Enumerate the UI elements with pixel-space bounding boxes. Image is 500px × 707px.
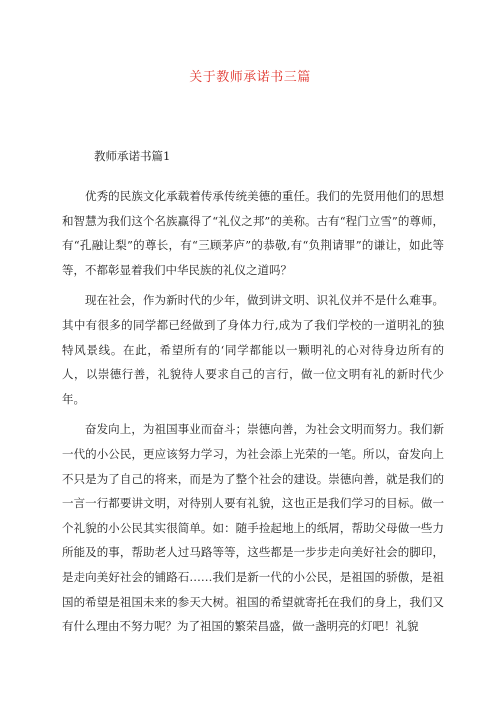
document-body: [62, 184, 444, 645]
paragraph: 奋发向上，为祖国事业而奋斗；崇德向善，为社会文明而努力。我们新一代的小公民，更应该努力学习，为社会添上光荣的一笔。所以，奋发向上不只是为了自己的将来，而是为了整个社会的建设。崇德向善，就是我们的一言一行都要讲文明，对待别人要有礼貌，这也正是我们学习的目标。做一个礼貌的小公民其实很简单。如：随手捡起地上的纸屑，帮助父母做一些力所能及的事，帮助老人过马路等等，这些都是一步步走向美好社会的脚印，是走向美好社会的铺路石……我们是新一代的小公民，是祖国的骄傲，是祖国的希望是祖国未来的参天大树。祖国的希望就寄托在我们的身上，我们又有什么理由不努力呢？为了祖国的繁荣昌盛，做一盏明亮的灯吧！礼貌: [62, 422, 444, 634]
document-title: 关于教师承诺书三篇: [189, 70, 311, 85]
paragraph: 优秀的民族文化承载着传承传统美德的重任。我们的先贤用他们的思想和智慧为我们这个名族赢得了“礼仪之邦”的美称。古有“程门立雪”的尊师，有“孔融让梨”的尊长，有“三顾茅庐”的恭敬,有“负荆请罪”的谦让，如此等等，不都彰显着我们中华民族的礼仪之道吗？: [62, 189, 444, 277]
section-heading: 教师承诺书篇1: [94, 149, 171, 163]
paragraph: 现在社会，作为新时代的少年，做到讲文明、识礼仪并不是什么难事。其中有很多的同学都已经做到了身体力行,成为了我们学校的一道明礼的独特风景线。在此，希望所有的‘同学都能以一颗明礼的心对待身边所有的人，以崇德行善，礼貌待人要求自己的言行，做一位文明有礼的新时代少年。: [62, 293, 444, 406]
